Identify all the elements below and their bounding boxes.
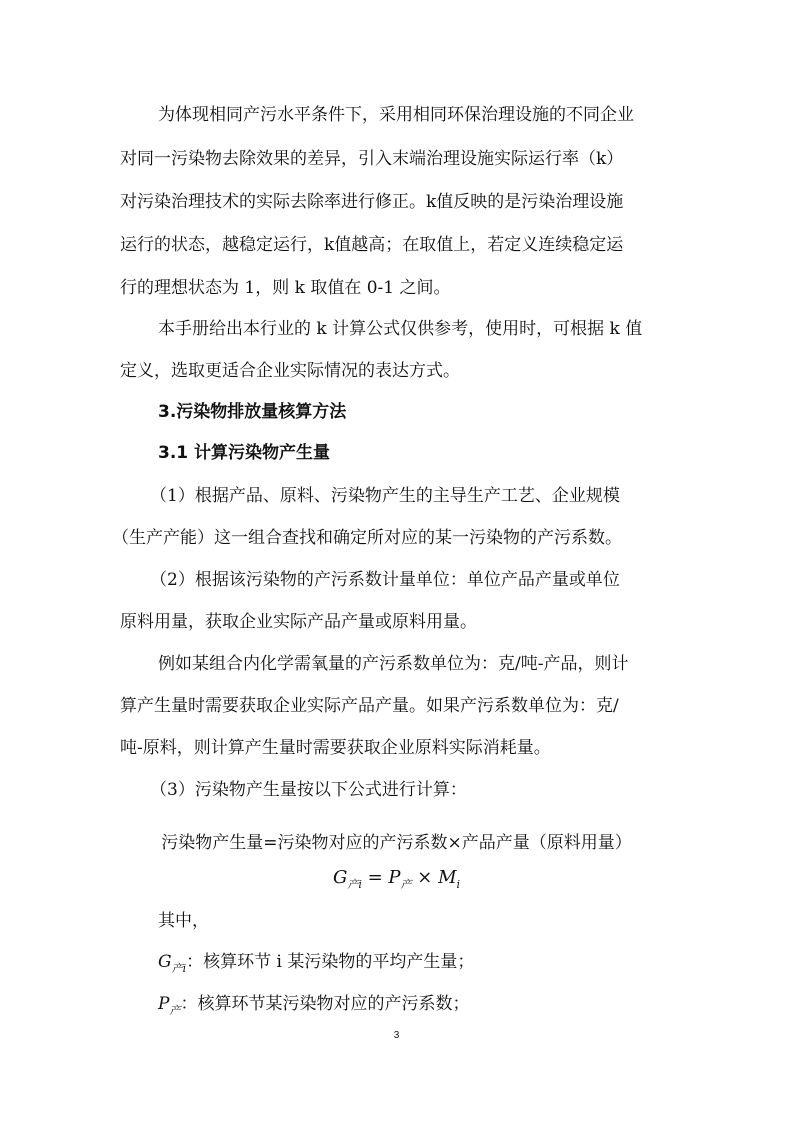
definition-g-text: ：核算环节 i 某污染物的平均产生量；	[186, 952, 475, 972]
step2-line1: （2）根据该污染物的产污系数计量单位：单位产品产量或单位	[150, 570, 620, 590]
formula-text: 污染物产生量=污染物对应的产污系数×产品产量（原料用量）	[161, 833, 632, 853]
formula-g-symbol: G	[332, 867, 348, 888]
section-heading: 3.污染物排放量核算方法	[158, 402, 347, 422]
paragraph1-line1: 为体现相同产污水平条件下，采用相同环保治理设施的不同企业	[158, 105, 634, 125]
formula-m-subscript: i	[456, 878, 461, 891]
paragraph2-line2: 定义，选取更适合企业实际情况的表达方式。	[120, 361, 460, 381]
formula-equals: =	[361, 867, 389, 888]
formula-times: ×	[411, 867, 439, 888]
paragraph2-line1: 本手册给出本行业的 k 计算公式仅供参考，使用时，可根据 k 值	[158, 319, 643, 339]
step2-line2: 原料用量，获取企业实际产品产量或原料用量。	[120, 612, 477, 632]
example-line2: 算产生量时需要获取企业实际产品产量。如果产污系数单位为：克/	[120, 696, 619, 716]
formula-equation	[0, 866, 793, 897]
definition-p-symbol: P	[158, 994, 170, 1014]
paragraph1-line2: 对同一污染物去除效果的差异，引入末端治理设施实际运行率（k）	[120, 149, 624, 169]
definition-g-symbol: G	[158, 952, 172, 972]
example-line1: 例如某组合内化学需氧量的产污系数单位为：克/吨-产品，则计	[158, 654, 629, 674]
formula-g-subscript: 产i	[347, 878, 362, 891]
definition-p	[158, 993, 469, 1022]
paragraph1-line3: 对污染治理技术的实际去除率进行修正。k值反映的是污染治理设施	[120, 192, 624, 212]
definition-p-text: ：核算环节某污染物对应的产污系数；	[180, 994, 470, 1014]
definition-p-subscript: 产	[169, 1004, 181, 1017]
example-line3: 吨-原料，则计算产生量时需要获取企业原料实际消耗量。	[120, 738, 551, 758]
paragraph1-line5: 行的理想状态为 1，则 k 取值在 0-1 之间。	[120, 278, 451, 298]
formula-p-subscript: 产	[400, 878, 412, 891]
page-number: 3	[393, 1030, 400, 1041]
where-label: 其中，	[158, 911, 209, 931]
paragraph1-line4: 运行的状态，越稳定运行，k值越高；在取值上，若定义连续稳定运	[120, 235, 624, 255]
formula-m-symbol: M	[438, 867, 457, 888]
subsection-heading: 3.1 计算污染物产生量	[158, 443, 331, 463]
step1-line2: （生产产能）这一组合查找和确定所对应的某一污染物的产污系数。	[112, 528, 622, 548]
definition-g	[158, 951, 474, 980]
definition-g-subscript: 产i	[171, 962, 187, 975]
step3-line: （3）污染物产生量按以下公式进行计算：	[150, 780, 467, 800]
step1-line1: （1）根据产品、原料、污染物产生的主导生产工艺、企业规模	[150, 486, 620, 506]
formula-p-symbol: P	[388, 867, 401, 888]
